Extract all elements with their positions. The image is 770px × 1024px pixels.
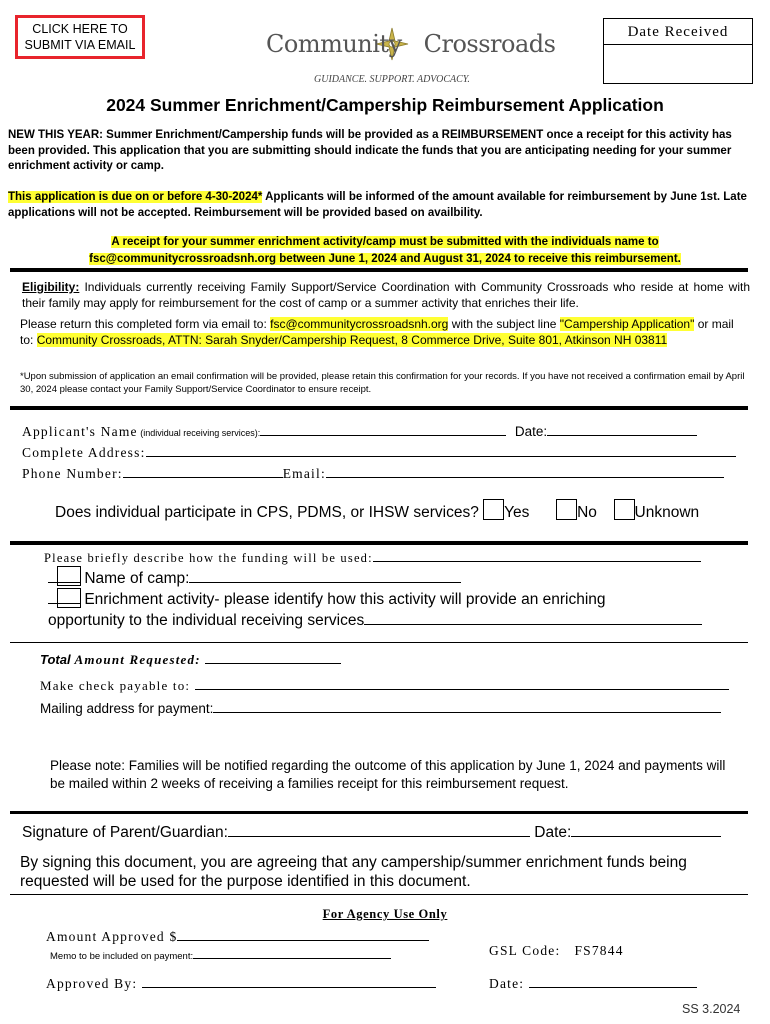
approved-by-row [46, 976, 436, 992]
funding-describe-label: Please briefly describe how the funding will be used: [44, 551, 373, 565]
total-amount-field[interactable] [205, 663, 341, 664]
agency-date-field[interactable] [529, 987, 697, 988]
please-note: Please note: Families will be notified regarding the outcome of this application by June 1, 2024 and payments will be mailed within 2 weeks of receiving a families receipt for this reimbursement request. [50, 758, 726, 791]
applicant-date-field[interactable] [547, 435, 697, 436]
form-code: SS 3.2024 [682, 1002, 741, 1016]
enrichment-row [48, 591, 606, 609]
gsl-code-label: GSL Code: [489, 943, 561, 958]
phone-field[interactable] [123, 477, 283, 478]
agency-date-row [489, 976, 697, 992]
amount-approved-row [46, 929, 429, 945]
divider [10, 406, 748, 410]
address-label: Complete Address: [22, 445, 146, 460]
total-amount-row [40, 652, 341, 668]
divider [10, 642, 748, 643]
total-label-b: Amount Requested: [70, 652, 201, 667]
signature-field[interactable] [228, 836, 530, 837]
signature-label: Signature of Parent/Guardian: [22, 824, 228, 841]
logo-name-right: Crossroads [423, 30, 556, 58]
funding-describe-field[interactable] [373, 561, 701, 562]
signature-row [22, 824, 721, 842]
applicant-name-row: Applicant's Name (individual receiving services): Date: [22, 424, 697, 440]
unknown-checkbox[interactable] [614, 499, 635, 520]
mailing-address: Community Crossroads, ATTN: Sarah Snyder/Campership Request, 8 Commerce Drive, Suite 801, Atkinson NH 03811 [36, 333, 668, 347]
due-date-highlight: This application is due on or before 4-30-2024* [8, 191, 263, 203]
applicant-date-label: Date: [514, 424, 548, 439]
submit-via-email-button[interactable]: CLICK HERE TO SUBMIT VIA EMAIL [15, 15, 145, 59]
gsl-code-row [489, 943, 624, 959]
amount-approved-field[interactable] [177, 940, 429, 941]
no-label: No [577, 504, 597, 521]
memo-field[interactable] [193, 958, 391, 959]
eligibility-label: Eligibility: [22, 280, 80, 294]
new-this-year-notice: NEW THIS YEAR: Summer Enrichment/Campership funds will be provided as a REIMBURSEMENT once a receipt for this activity has been provided. This application that you are submitting should indicate the funds that you are anticipating needing for your summer enrichment activity or camp. [8, 129, 732, 172]
divider [10, 811, 748, 814]
enrichment-row-2 [48, 612, 702, 630]
applicant-name-label: Applicant's Name [22, 424, 138, 439]
payable-label: Make check payable to: [40, 678, 191, 693]
memo-label: Memo to be included on payment: [50, 951, 194, 962]
camp-label: Name of camp: [84, 570, 190, 587]
address-row [22, 445, 736, 461]
email-label: Email: [282, 466, 326, 481]
mailing-row [40, 701, 721, 716]
email-field[interactable] [326, 477, 724, 478]
phone-email-row [22, 466, 724, 482]
signature-agreement: By signing this document, you are agreeing that any campership/summer enrichment funds being requested will be used for the purpose identified in this document. [20, 854, 687, 890]
logo-name-left: Community [266, 30, 402, 58]
due-date-rest: Applicants will be informed of the amount available for reimbursement by June 1st. Late applications will not be accepted. Reimbursement will be provided based on availbility. [8, 191, 747, 219]
logo-tagline: GUIDANCE. SUPPORT. ADVOCACY. [314, 74, 470, 85]
camp-field[interactable] [189, 582, 461, 583]
footnote: *Upon submission of application an email confirmation will be provided, please retain this confirmation for your records. If you have not received a confirmation email by April 30, 2024 please contact your Family Support/Service Coordinator to ensure receipt. [20, 371, 745, 395]
receipt-line-2: fsc@communitycrossroadsnh.org between June 1, 2024 and August 31, 2024 to receive this reimbursement. [89, 253, 681, 265]
date-received-box [603, 18, 753, 84]
enrichment-label-2: opportunity to the individual receiving services [48, 612, 365, 629]
camp-row [48, 570, 461, 588]
return-email-link[interactable]: fsc@communitycrossroadsnh.org [270, 317, 449, 331]
address-field[interactable] [146, 456, 736, 457]
funding-describe-row [44, 551, 701, 566]
agency-date-label: Date: [489, 976, 525, 991]
enrichment-label: Enrichment activity- please identify how this activity will provide an enriching [84, 591, 606, 608]
applicant-name-field[interactable] [260, 435, 506, 436]
signature-date-field[interactable] [571, 836, 721, 837]
services-question: Does individual participate in CPS, PDMS, or IHSW services? [55, 504, 479, 521]
yes-checkbox[interactable] [483, 499, 504, 520]
payable-field[interactable] [195, 689, 729, 690]
divider [10, 541, 748, 545]
page-title: 2024 Summer Enrichment/Campership Reimbursement Application [106, 95, 664, 115]
mailing-label: Mailing address for payment: [40, 701, 214, 716]
subject-line: "Campership Application" [559, 317, 695, 331]
enrichment-field[interactable] [364, 624, 702, 625]
receipt-notice [0, 234, 770, 268]
services-question-row [55, 499, 699, 522]
mailing-field[interactable] [213, 712, 721, 713]
receipt-line-1: A receipt for your summer enrichment activity/camp must be submitted with the individuals name to [111, 236, 659, 248]
due-date-notice [8, 190, 756, 221]
return-instructions: Please return this completed form via email to: fsc@communitycrossroadsnh.org with the subject line "Campership Application" or mail to: Community Crossroads, ATTN: Sarah Snyder/Campership Request, 8 Commerce Drive, Suite 801, Atkinson NH 03811 [20, 317, 734, 347]
signature-date-label: Date: [534, 824, 572, 841]
approved-by-field[interactable] [142, 987, 436, 988]
agency-heading: For Agency Use Only [322, 907, 448, 921]
total-label-a: Total [40, 652, 71, 667]
payable-row [40, 678, 729, 694]
yes-label: Yes [504, 504, 530, 521]
no-checkbox[interactable] [556, 499, 577, 520]
eligibility-text: Eligibility: Individuals currently receiving Family Support/Service Coordination with Community Crossroads who reside at home with their family may apply for reimbursement for the cost of camp or a summer activity that enriches their life. [22, 280, 750, 310]
phone-label: Phone Number: [22, 466, 123, 481]
memo-row [50, 951, 391, 962]
amount-approved-label: Amount Approved $ [46, 929, 178, 944]
unknown-label: Unknown [634, 504, 700, 521]
divider [10, 894, 748, 895]
divider [10, 268, 748, 272]
date-received-label: Date Received [604, 19, 752, 45]
approved-by-label: Approved By: [46, 976, 138, 991]
community-crossroads-logo [262, 22, 556, 88]
gsl-code-value: FS7844 [574, 943, 624, 958]
